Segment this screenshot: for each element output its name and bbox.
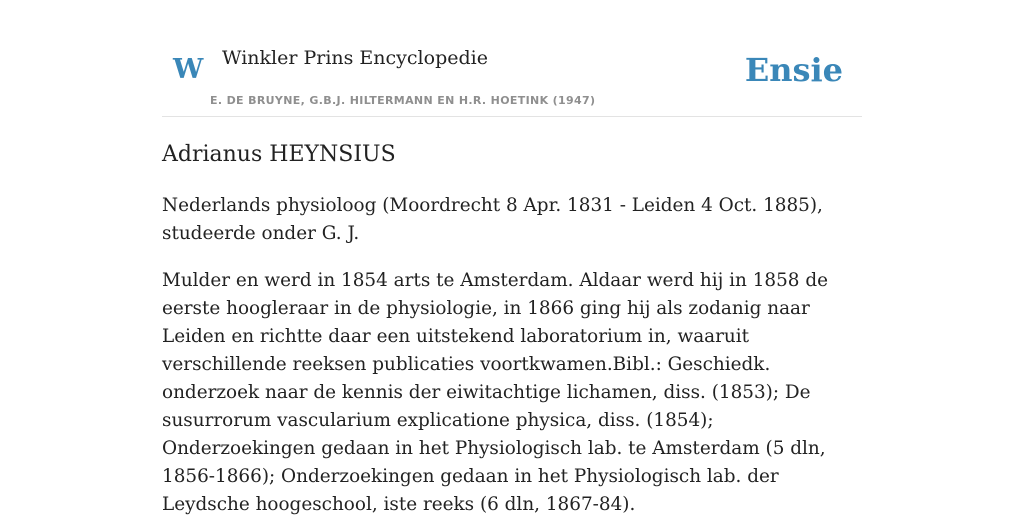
publication-title[interactable]: Winkler Prins Encyclopedie bbox=[222, 47, 488, 69]
publication-logo-icon[interactable]: W bbox=[173, 54, 204, 85]
entry-paragraph: Nederlands physioloog (Moordrecht 8 Apr. 1831 - Leiden 4 Oct. 1885), studeerde onder G. J. bbox=[162, 195, 823, 244]
ensie-logo-link[interactable]: Ensie bbox=[744, 51, 843, 89]
site-header bbox=[162, 0, 862, 117]
entry-title: Adrianus HEYNSIUS bbox=[162, 142, 396, 167]
publication-authors: E. DE BRUYNE, G.B.J. HILTERMANN EN H.R. HOETINK (1947) bbox=[210, 94, 596, 107]
page-container bbox=[162, 0, 862, 515]
entry-paragraph: Mulder en werd in 1854 arts te Amsterdam. Aldaar werd hij in 1858 de eerste hoogleraar in de physiologie, in 1866 ging hij als zodanig naar Leiden en richtte daar een uitstekend laboratorium in, waaruit verschillende reeksen publicaties voortkwamen.Bibl.: Geschiedk. onderzoek naar de kennis der eiwitachtige lichamen, diss. (1853); De susurrorum vascularium explicatione physica, diss. (1854); Onderzoekingen gedaan in het Physiologisch lab. te Amsterdam (5 dln, 1856-1866); Onderzoekingen gedaan in het Physiologisch lab. der Leydsche hoogeschool, iste reeks (6 dln, 1867-84). bbox=[162, 270, 829, 515]
